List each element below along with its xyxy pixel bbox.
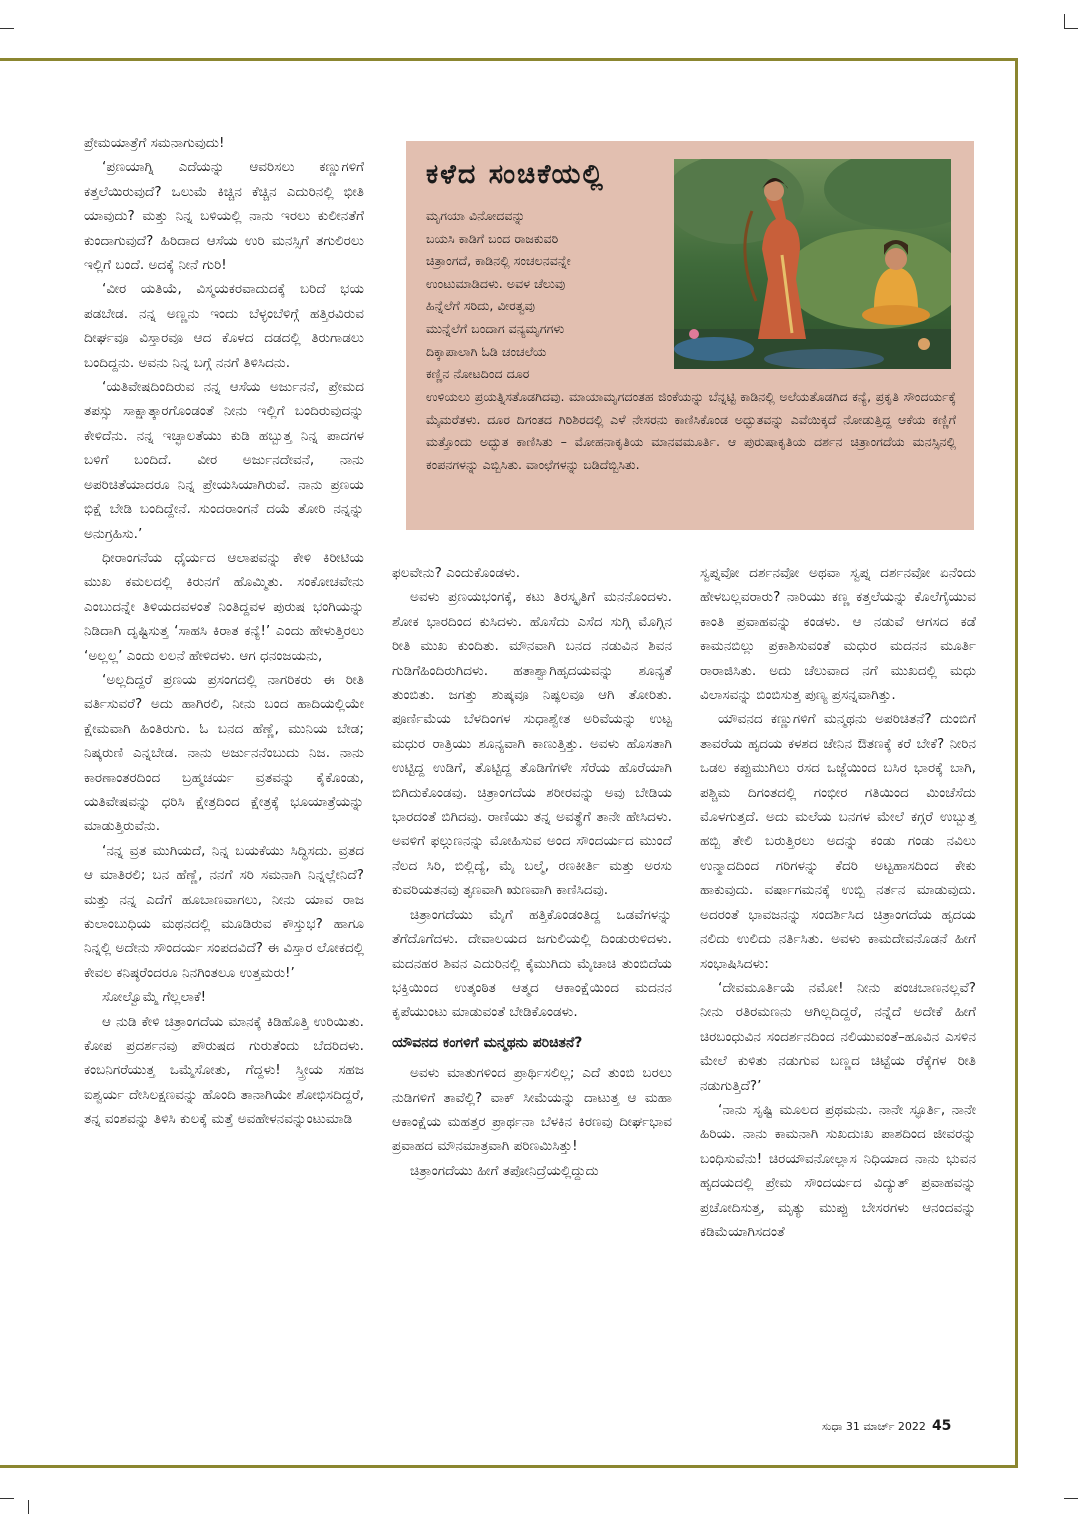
summary-line: ಕಣ್ಣಿನ ನೋಟದಿಂದ ದೂರ [426, 366, 530, 382]
paragraph: ‘ನನ್ನ ವ್ರತ ಮುಗಿಯದೆ, ನಿನ್ನ ಬಯಕೆಯು ಸಿದ್ಧಿಸದು. ವ್ರತದ ಆ ಮಾತಿರಲಿ; ಬನ ಹೆಣ್ಣೆ, ನನಗೆ ಸರಿ ಸಮನಾಗಿ ನಿನ್ನಲ್ಲೇನಿದೆ? ಮತ್ತು ನನ್ನ ಎದೆಗೆ ಹೂಬಾಣವಾಗಲು, ನೀನು ಯಾವ ರಾಜ ಕುಲಾಂಬುಧಿಯ ಮಥನದಲ್ಲಿ ಮೂಡಿರುವ ಕೌಸ್ತುಭ? ಹಾಗೂ ನಿನ್ನಲ್ಲಿ ಅದೇನು ಸೌಂದರ್ಯ ಸಂಪದವಿದೆ? ಈ ವಿಸ್ತಾರ ಲೋಕದಲ್ಲಿ ಕೇವಲ ಕನಿಷ್ಠರೆಂದರೂ ನಿನಗಿಂತಲೂ ಉತ್ತಮರು!’ [84, 842, 365, 981]
article-column-3 [700, 561, 976, 1244]
previous-issue-summary [426, 205, 670, 386]
illustration [674, 159, 951, 369]
previous-issue-summary-continued: ಉಳಿಯಲು ಪ್ರಯತ್ನಿಸತೊಡಗಿದವು. ಮಾಯಾಮೃಗದಂತಹ ಜಿಂಕೆಯನ್ನು ಬೆನ್ನಟ್ಟಿ ಕಾಡಿನಲ್ಲಿ ಅಲೆಯತೊಡಗಿದ ಕನ್ಯೆ, ಪ್ರಕೃತಿ ಸೌಂದರ್ಯಕ್ಕೆ ಮೈಮರೆತಳು. ದೂರ ದಿಗಂತದ ಗಿರಿಶಿರದಲ್ಲಿ ಎಳೆ ನೇಸರನು ಕಾಣಿಸಿಕೊಂಡ ಅದ್ಭುತವನ್ನು ಎವೆಯಿಕ್ಕದೆ ನೋಡುತ್ತಿದ್ದ ಆಕೆಯ ಕಣ್ಣಿಗೆ ಮತ್ತೊಂದು ಅದ್ಭುತ ಕಾಣಿಸಿತು – ಮೋಹನಾಕೃತಿಯ ಮಾನವಮೂರ್ತಿ. ಆ ಪುರುಷಾಕೃತಿಯ ದರ್ಶನ ಚಿತ್ರಾಂಗದೆಯ ಮನಸ್ಸಿನಲ್ಲಿ ಕಂಪನಗಳನ್ನು ಎಬ್ಬಿಸಿತು. ವಾಂಛೆಗಳನ್ನು ಬಡಿದೆಬ್ಬಿಸಿತು. [426, 389, 956, 472]
paragraph: ಅವಳು ಪ್ರಣಯಭಂಗಕ್ಕೆ, ಕಟು ತಿರಸ್ಕೃತಿಗೆ ಮನನೊಂದಳು. ಶೋಕ ಭಾರದಿಂದ ಕುಸಿದಳು. ಹೊಸೆದು ಎಸೆದ ಸುಗ್ಗಿ ಮೊಗ್ಗಿನ ರೀತಿ ಮುಖ ಕುಂದಿತು. ಮೌನವಾಗಿ ಬನದ ನಡುವಿನ ಶಿವನ ಗುಡಿಗೆಹಿಂದಿರುಗಿದಳು. ಹತಾಶ್ವಾಗಿಹೃದಯವನ್ನು ಶೂನ್ಯತೆ ತುಂಬಿತು. ಜಗತ್ತು ಶುಷ್ಕವೂ ನಿಷ್ಫಲವೂ ಆಗಿ ತೋರಿತು. ಪೂರ್ಣಿಮೆಯ ಬೆಳದಿಂಗಳ ಸುಧಾಶ್ವೇತ ಅರಿವೆಯನ್ನು ಉಟ್ಟ ಮಧುರ ರಾತ್ರಿಯು ಶೂನ್ಯವಾಗಿ ಕಾಣುತ್ತಿತ್ತು. ಅವಳು ಹೊಸತಾಗಿ ಉಟ್ಟಿದ್ದ ಉಡಿಗೆ, ತೊಟ್ಟಿದ್ದ ತೊಡಿಗೆಗಳೇ ಸೆರೆಯ ಹೊರೆಯಾಗಿ ಬಿಗಿದುಕೊಂಡವು. ಚಿತ್ರಾಂಗದೆಯ ಶರೀರವನ್ನು ಅವು ಬೇಡಿಯ ಭಾರದಂತೆ ಬಿಗಿದವು. ರಾಣಿಯು ತನ್ನ ಅವತ್ಥೆಗೆ ತಾನೇ ಹೇಸಿದಳು. ಅವಳಿಗೆ ಫಲ್ಗುಣನನ್ನು ಮೋಹಿಸುವ ಅಂದ ಸೌಂದರ್ಯದ ಮುಂದೆ ನೆಲದ ಸಿರಿ, ಬಿಲ್ಲಿದ್ಯೆ, ಮೈ ಬಲ್ಮೆ, ರಣಕೀರ್ತಿ ಮತ್ತು ಅರಸು ಕುವರಿಯತನವು ತೃಣವಾಗಿ ಋಣವಾಗಿ ಕಾಣಿಸಿದವು. [392, 589, 672, 899]
summary-line: ದಿಕ್ಕಾಪಾಲಾಗಿ ಓಡಿ ಚಂಚಲೆಯ [426, 343, 547, 359]
summary-line: ಮುನ್ನೆಲೆಗೆ ಬಂದಾಗ ವನ್ಯಮೃಗಗಳು [426, 320, 565, 336]
paragraph: ಆ ನುಡಿ ಕೇಳಿ ಚಿತ್ರಾಂಗದೆಯ ಮಾನಕ್ಕೆ ಕಿಡಿಹೊತ್ತಿ ಉರಿಯಿತು. ಕೋಪ ಪ್ರದರ್ಶನವು ಪೌರುಷದ ಗುರುತೆಂದು ಬೆದರಿದಳು. ಕಂಬನಿಗರೆಯುತ್ತ ಒಮ್ಮೆಸೋತು, ಗೆದ್ದಳು! ಸ್ತ್ರೀಯ ಸಹಜ ಐಶ್ವರ್ಯ ದೇಸಿಲಕ್ಷಣವನ್ನು ಹೊಂದಿ ತಾನಾಗಿಯೇ ಶೋಭಿಸದಿದ್ದರೆ, ತನ್ನ ವಂಶವನ್ನು ತಿಳಿಸಿ ಕುಲಕ್ಕೆ ಮತ್ತೆ ಅವಹೇಳನವನ್ನುಂಟುಮಾಡಿ [84, 1013, 364, 1128]
previous-issue-title: ಕಳೆದ ಸಂಚಿಕೆಯಲ್ಲಿ [426, 159, 605, 190]
page-footer [822, 1418, 951, 1434]
paragraph: ‘ಯತಿವೇಷದಿಂದಿರುವ ನನ್ನ ಆಸೆಯ ಅರ್ಜುನನೆ, ಪ್ರೇಮದ ತಪಸ್ಸು ಸಾಕ್ಷಾತ್ಕಾರಗೊಂಡಂತೆ ನೀನು ಇಲ್ಲಿಗೆ ಬಂದಿರುವುದನ್ನು ಕೇಳಿದೆನು. ನನ್ನ ಇಚ್ಛಾಲತೆಯು ಕುಡಿ ಹಬ್ಬುತ್ತ ನಿನ್ನ ಪಾದಗಳ ಬಳಿಗೆ ಬಂದಿದೆ. ವೀರ ಅರ್ಜುನದೇವನೆ, ನಾನು ಅಪರಿಚಿತೆಯಾದರೂ ನಿನ್ನ ಪ್ರೇಯಸಿಯಾಗಿರುವೆ. ನಾನು ಪ್ರಣಯ ಭಿಕ್ಷೆ ಬೇಡಿ ಬಂದಿದ್ದೇನೆ. ಸುಂದರಾಂಗನೆ ದಯೆ ತೋರಿ ನನ್ನನ್ನು ಅನುಗ್ರಹಿಸು.’ [84, 379, 364, 542]
summary-line: ಚಿತ್ರಾಂಗದೆ, ಕಾಡಿನಲ್ಲಿ ಸಂಚಲನವನ್ನೇ [426, 253, 571, 269]
paragraph: ‘ದೇವಮೂರ್ತಿಯೆ ನಮೋ! ನೀನು ಪಂಚಬಾಣನಲ್ಲವೆ? ನೀನು ರತಿರಮಣನು ಆಗಿಲ್ಲದಿದ್ದರೆ, ನನ್ನೆದೆ ಅದೇಕೆ ಹೀಗೆ ಚಿರಬಂಧುವಿನ ಸಂದರ್ಶನದಿಂದ ನಲಿಯುವಂತೆ–ಹೂವಿನ ಎಸಳಿನ ಮೇಲೆ ಕುಳಿತು ನಡುಗುವ ಬಣ್ಣದ ಚಿಟ್ಟೆಯ ರೆಕ್ಕೆಗಳ ರೀತಿ ನಡುಗುತ್ತಿದೆ?’ [700, 979, 976, 1094]
crop-mark [0, 1498, 14, 1499]
paragraph: ಚಿತ್ರಾಂಗದೆಯು ಮೈಗೆ ಹತ್ತಿಕೊಂಡಂತಿದ್ದ ಒಡವೆಗಳನ್ನು ತೆಗೆದೊಗೆದಳು. ದೇವಾಲಯದ ಜಗುಲಿಯಲ್ಲಿ ದಿಂಡುರುಳಿದಳು. ಮದನಹರ ಶಿವನ ಎದುರಿನಲ್ಲಿ ಕೈಮುಗಿದು ಮೈಚಾಚಿ ತುಂಬಿದೆಯ ಭಕ್ತಿಯಿಂದ ಉತ್ಕಂಠಿತ ಆತ್ಮದ ಆಕಾಂಕ್ಷೆಯಿಂದ ಮದನನ ಕೃಪೆಯುಂಟು ಮಾಡುವಂತೆ ಬೇಡಿಕೊಂಡಳು. [392, 906, 672, 1021]
paragraph: ಯೌವನದ ಕಣ್ಣುಗಳಿಗೆ ಮನ್ಮಥನು ಅಪರಿಚಿತನೆ? ದುಂಬಿಗೆ ತಾವರೆಯ ಹೃದಯ ಕಳಶದ ಜೇನಿನ ಔತಣಕ್ಕೆ ಕರೆ ಬೇಕೆ? ನೀರಿನ ಒಡಲ ಕಪ್ಪುಮುಗಿಲು ರಸದ ಒಜ್ಜೆಯಿಂದ ಬಸಿರ ಭಾರಕ್ಕೆ ಬಾಗಿ, ಪಶ್ಚಿಮ ದಿಗಂತದಲ್ಲಿ ಗಂಭೀರ ಗತಿಯಿಂದ ಮಿಂಚೆಸೆದು ಮೊಳಗುತ್ತದೆ. ಅದು ಮಲೆಯ ಬನಗಳ ಮೇಲೆ ಕಗ್ಗರೆ ಉಬ್ಬುತ್ತ ಹಬ್ಬಿ ತೇಲಿ ಬರುತ್ತಿರಲು ಅದನ್ನು ಕಂಡು ಗಂಡು ನವಿಲು ಉನ್ಮಾದದಿಂದ ಗರಿಗಳನ್ನು ಕೆದರಿ ಅಟ್ಟಹಾಸದಿಂದ ಕೇಕು ಹಾಕುವುದು. ವರ್ಷಾಗಮನಕ್ಕೆ ಉಬ್ಬಿ ನರ್ತನ ಮಾಡುವುದು. ಅದರಂತೆ ಭಾವಜನನ್ನು ಸಂದರ್ಶಿಸಿದ ಚಿತ್ರಾಂಗದೆಯ ಹೃದಯ ನಲಿದು ಉಲಿದು ನರ್ತಿಸಿತು. ಅವಳು ಕಾಮದೇವನೊಡನೆ ಹೀಗೆ ಸಂಭಾಷಿಸಿದಳು: [700, 711, 976, 972]
article-column-2 [392, 561, 672, 1183]
crop-mark [0, 28, 14, 29]
summary-line: ಹಿನ್ನೆಲೆಗೆ ಸರಿದು, ವೀರತ್ವವು [426, 298, 535, 314]
crop-mark [1064, 14, 1065, 28]
summary-line: ಉಂಟುಮಾಡಿದಳು. ಅವಳ ಚೆಲುವು [426, 275, 566, 291]
previous-issue-box [406, 141, 974, 530]
paragraph: ಚಿತ್ರಾಂಗದೆಯು ಹೀಗೆ ತಪೋನಿದ್ರೆಯಲ್ಲಿದ್ದುದು [410, 1162, 599, 1179]
paragraph: ಅವಳು ಮಾತುಗಳಿಂದ ಪ್ರಾರ್ಥಿಸಲಿಲ್ಲ; ಎದೆ ತುಂಬಿ ಬರಲು ನುಡಿಗಳಿಗೆ ತಾವೆಲ್ಲಿ? ವಾಕ್ ಸೀಮೆಯನ್ನು ದಾಟುತ್ತ ಆ ಮಹಾ ಆಕಾಂಕ್ಷೆಯ ಮಹತ್ತರ ಪ್ರಾರ್ಥನಾ ಬೆಳಕಿನ ಕಿರಣವು ದೀರ್ಘಭಾವ ಪ್ರವಾಹದ ಮೌನಮಾತ್ರವಾಗಿ ಪರಿಣಮಿಸಿತ್ತು! [392, 1065, 672, 1155]
section-heading: ಯೌವನದ ಕಂಗಳಿಗೆ ಮನ್ಮಥನು ಪರಿಚಿತನೆ? [392, 1034, 583, 1051]
paragraph: ‘ನಾನು ಸೃಷ್ಟಿ ಮೂಲದ ಪ್ರಥಮನು. ನಾನೇ ಸ್ಫೂರ್ತಿ, ನಾನೇ ಹಿರಿಯ. ನಾನು ಕಾಮನಾಗಿ ಸುಖದುಃಖ ಪಾಶದಿಂದ ಜೀವರನ್ನು ಬಂಧಿಸುವೆನು! ಚಿರಯೌವನೋಲ್ಲಾಸ ನಿಧಿಯಾದ ನಾನು ಭುವನ ಹೃದಯದಲ್ಲಿ ಪ್ರೇಮ ಸೌಂದರ್ಯದ ವಿದ್ಯುತ್ ಪ್ರವಾಹವನ್ನು ಪ್ರಚೋದಿಸುತ್ತ, ಮೃತ್ಯು ಮುಪ್ಪು ಬೇಸರಗಳು ಆನಂದವನ್ನು ಕಡಿಮೆಯಾಗಿಸದಂತೆ [700, 1101, 976, 1240]
summary-line: ಬಯಸಿ ಕಾಡಿಗೆ ಬಂದ ರಾಜಕುವರಿ [426, 230, 559, 246]
summary-line: ಮೃಗಯಾ ವಿನೋದವನ್ನು [426, 208, 526, 223]
page-number: 45 [931, 1418, 952, 1434]
paragraph: ಸ್ವಪ್ನವೋ ದರ್ಶನವೋ ಅಥವಾ ಸ್ವಪ್ನ ದರ್ಶನವೋ ಏನೆಂದು ಹೇಳಬಲ್ಲವರಾರು? ನಾರಿಯು ಕಣ್ಣ ಕತ್ತಲೆಯನ್ನು ಕೊಲೆಗೈಯುವ ಕಾಂತಿ ಪ್ರವಾಹವನ್ನು ಕಂಡಳು. ಆ ನಡುವೆ ಆಗಸದ ಕಡೆ ಕಾಮನಬಿಲ್ಲು ಪ್ರಕಾಶಿಸುವಂತೆ ಮಧುರ ಮದನನ ಮೂರ್ತಿ ರಾರಾಜಿಸಿತು. ಅದು ಚೆಲುವಾದ ನಗೆ ಮುಖದಲ್ಲಿ ಮಧು ವಿಲಾಸವನ್ನು ಬಿಂಬಿಸುತ್ತ ಪುಣ್ಯ ಪ್ರಸನ್ನವಾಗಿತ್ತು. [700, 565, 976, 704]
paragraph: ಧೀರಾಂಗನೆಯ ಧೈರ್ಯದ ಆಲಾಪವನ್ನು ಕೇಳಿ ಕಿರೀಟಿಯ ಮುಖ ಕಮಲದಲ್ಲಿ ಕಿರುನಗೆ ಹೊಮ್ಮಿತು. ಸಂಕೋಚವೇನು ಎಂಬುದನ್ನೇ ತಿಳಿಯದವಳಂತೆ ನಿಂತಿದ್ದವಳ ಪುರುಷ ಭಂಗಿಯನ್ನು ನಿಡಿದಾಗಿ ದೃಷ್ಟಿಸುತ್ತ ‘ಸಾಹಸಿ ಕಿರಾತ ಕನ್ಯೆ!’ ಎಂದು ಹೇಳುತ್ತಿರಲು ‘ಅಲ್ಲಲ್ಲ’ ಎಂದು ಲಲನೆ ಹೇಳಿದಳು. ಆಗ ಧನಂಜಯನು, [84, 549, 364, 664]
paragraph: ಫಲವೇನು? ಎಂದುಕೊಂಡಳು. [392, 565, 521, 581]
crop-mark [28, 1500, 29, 1514]
archer-princess-and-sage-illustration [674, 159, 951, 369]
issue-info: ಸುಧಾ 31 ಮಾರ್ಚ್ 2022 [822, 1420, 926, 1433]
section-subheading: ಸೋಲ್ವೊಮ್ಮೆ ಗೆಲ್ಲಲಾಕೆ! [102, 989, 207, 1006]
paragraph: ‘ವೀರ ಯತಿಯೆ, ವಿಸ್ಮಯಕರವಾದುದಕ್ಕೆ ಬರಿದೆ ಭಯ ಪಡಬೇಡ. ನನ್ನ ಅಣ್ಣನು ಇಂದು ಬೆಳ್ಳಂಬೆಳಿಗ್ಗೆ ಹತ್ತಿರವಿರುವ ದೀರ್ಘವೂ ವಿಸ್ತಾರವೂ ಆದ ಕೊಳದ ದಡದಲ್ಲಿ ತಿರುಗಾಡಲು ಬಂದಿದ್ದನು. ಅವನು ನಿನ್ನ ಬಗ್ಗೆ ನನಗೆ ತಿಳಿಸಿದನು. [84, 281, 364, 371]
paragraph: ‘ಅಲ್ಲದಿದ್ದರೆ ಪ್ರಣಯ ಪ್ರಸಂಗದಲ್ಲಿ ನಾಗರಿಕರು ಈ ರೀತಿ ವರ್ತಿಸುವರೆ? ಅದು ಹಾಗಿರಲಿ, ನೀನು ಬಂದ ಹಾದಿಯಲ್ಲಿಯೇ ಕ್ಷೇಮವಾಗಿ ಹಿಂತಿರುಗು. ಓ ಬನದ ಹೆಣ್ಣೆ, ಮುನಿಯ ಬೇಡ; ನಿಷ್ಕರುಣಿ ಎನ್ನಬೇಡ. ನಾನು ಅರ್ಜುನನೆಂಬುದು ನಿಜ. ನಾನು ಕಾರಣಾಂತರದಿಂದ ಬ್ರಹ್ಮಚರ್ಯ ವ್ರತವನ್ನು ಕೈಕೊಂಡು, ಯತಿವೇಷವನ್ನು ಧರಿಸಿ ಕ್ಷೇತ್ರದಿಂದ ಕ್ಷೇತ್ರಕ್ಕೆ ಭೂಯಾತ್ರೆಯನ್ನು ಮಾಡುತ್ತಿರುವೆನು. [84, 671, 364, 835]
crop-mark [1064, 1498, 1078, 1499]
paragraph: ‘ಪ್ರಣಯಾಗ್ನಿ ಎದೆಯನ್ನು ಆವರಿಸಲು ಕಣ್ಣುಗಳಿಗೆ ಕತ್ತಲೆಯಿರುವುದೆ? ಒಲುಮೆ ಕಿಚ್ಚಿನ ಕೆಚ್ಚಿನ ಎದುರಿನಲ್ಲಿ ಭೀತಿ ಯಾವುದು? ಮತ್ತು ನಿನ್ನ ಬಳಿಯಲ್ಲಿ ನಾನು ಇರಲು ಕುಲೀನತೆಗೆ ಕುಂದಾಗುವುದೆ? ಹಿರಿದಾದ ಆಸೆಯ ಉರಿ ಮನಸ್ಸಿಗೆ ತಗುಲಿರಲು ಇಲ್ಲಿಗೆ ಬಂದೆ. ಅದಕ್ಕೆ ನೀನೆ ಗುರಿ! [84, 159, 364, 274]
article-column-1 [84, 131, 364, 1132]
paragraph: ಪ್ರೇಮಯಾತ್ರೆಗೆ ಸಮನಾಗುವುದು! [84, 135, 225, 151]
crop-mark [1064, 28, 1078, 29]
